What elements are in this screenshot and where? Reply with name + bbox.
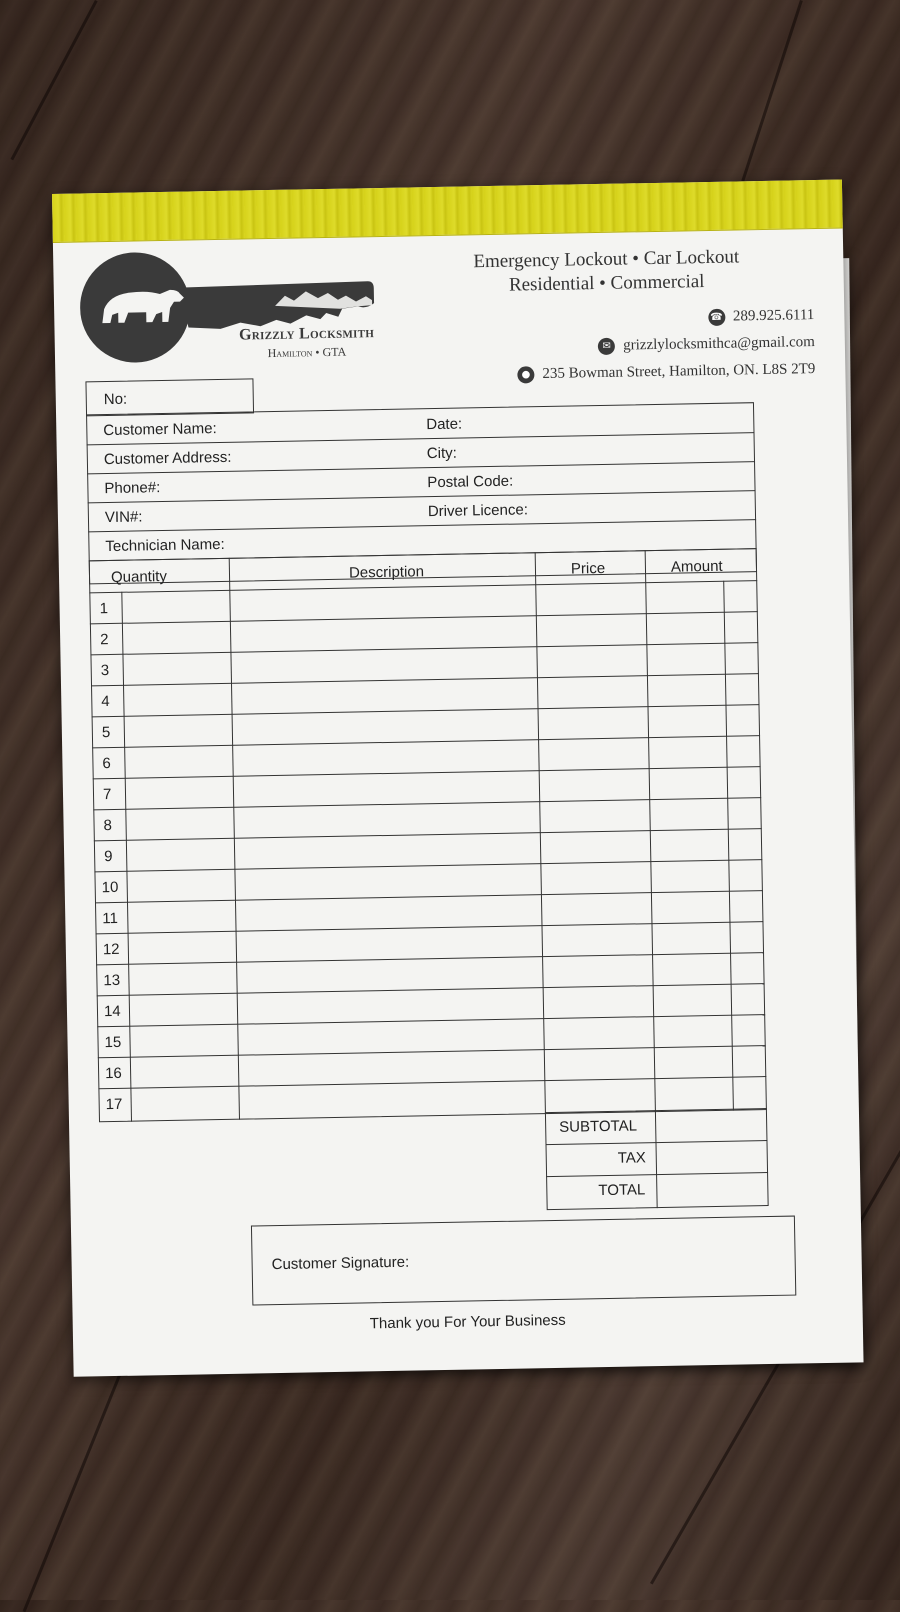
floor-seam bbox=[741, 0, 803, 182]
row-number: 12 bbox=[102, 940, 120, 959]
vin-field[interactable]: VIN#: bbox=[104, 508, 143, 527]
customer-signature-field[interactable] bbox=[251, 1216, 796, 1306]
email-line bbox=[435, 334, 815, 358]
column-header-amount: Amount bbox=[670, 557, 723, 576]
column-header-price: Price bbox=[570, 559, 606, 578]
email-address: grizzlylocksmithca@gmail.com bbox=[623, 334, 815, 354]
address-line bbox=[435, 361, 815, 385]
row-number: 2 bbox=[100, 631, 109, 649]
row-number: 8 bbox=[103, 817, 113, 835]
technician-name-field[interactable]: Technician Name: bbox=[105, 535, 225, 556]
signature-label: Customer Signature: bbox=[271, 1253, 410, 1274]
total-field[interactable] bbox=[658, 1174, 765, 1205]
subtotal-field[interactable] bbox=[657, 1110, 764, 1141]
customer-address-field[interactable]: Customer Address: bbox=[103, 448, 232, 469]
notepad-binding-strip bbox=[52, 180, 843, 243]
street-address: 235 Bowman Street, Hamilton, ON. L8S 2T9 bbox=[542, 361, 816, 383]
thank-you-note: Thank you For Your Business bbox=[369, 1311, 566, 1333]
tax-label: TAX bbox=[617, 1149, 646, 1167]
row-number: 5 bbox=[101, 724, 111, 742]
tax-field[interactable] bbox=[658, 1142, 765, 1173]
row-number: 14 bbox=[103, 1002, 121, 1021]
column-header-description: Description bbox=[348, 563, 425, 582]
floor-seam bbox=[23, 1370, 123, 1612]
phone-line bbox=[434, 307, 814, 331]
row-number: 13 bbox=[103, 971, 121, 990]
invoice-sheet bbox=[52, 180, 864, 1377]
row-number: 9 bbox=[103, 848, 113, 866]
row-number: 6 bbox=[102, 755, 111, 773]
floor-seam bbox=[10, 0, 97, 160]
row-number: 1 bbox=[99, 600, 109, 618]
email-icon: ✉ bbox=[598, 338, 615, 355]
phone-number: 289.925.6111 bbox=[732, 307, 815, 325]
driver-licence-field[interactable]: Driver Licence: bbox=[427, 501, 529, 521]
column-header-quantity: Quantity bbox=[110, 567, 168, 586]
row-number: 17 bbox=[105, 1095, 123, 1114]
phone-icon: ☎ bbox=[708, 309, 725, 326]
row-number: 4 bbox=[101, 693, 110, 711]
services-line-2: Residential • Commercial bbox=[508, 271, 705, 296]
invoice-number-label: No: bbox=[103, 390, 128, 409]
invoice-number-field[interactable] bbox=[85, 378, 254, 416]
brand-location: Hamilton • GTA bbox=[267, 344, 347, 361]
row-number: 16 bbox=[104, 1064, 122, 1083]
row-number: 3 bbox=[100, 662, 110, 680]
row-number: 11 bbox=[102, 909, 119, 928]
date-field[interactable]: Date: bbox=[426, 415, 463, 434]
subtotal-label: SUBTOTAL bbox=[559, 1117, 638, 1136]
total-label: TOTAL bbox=[598, 1181, 646, 1200]
customer-name-field[interactable]: Customer Name: bbox=[103, 420, 217, 440]
location-pin-icon: ● bbox=[517, 366, 534, 383]
services-line-1: Emergency Lockout • Car Lockout bbox=[473, 246, 740, 273]
row-number: 10 bbox=[101, 878, 119, 897]
postal-code-field[interactable]: Postal Code: bbox=[427, 472, 514, 492]
services-list bbox=[431, 245, 782, 299]
phone-field[interactable]: Phone#: bbox=[104, 479, 161, 498]
city-field[interactable]: City: bbox=[426, 444, 457, 463]
row-number: 7 bbox=[102, 786, 112, 804]
brand-name: Grizzly Locksmith bbox=[238, 324, 375, 344]
row-number: 15 bbox=[104, 1033, 122, 1052]
